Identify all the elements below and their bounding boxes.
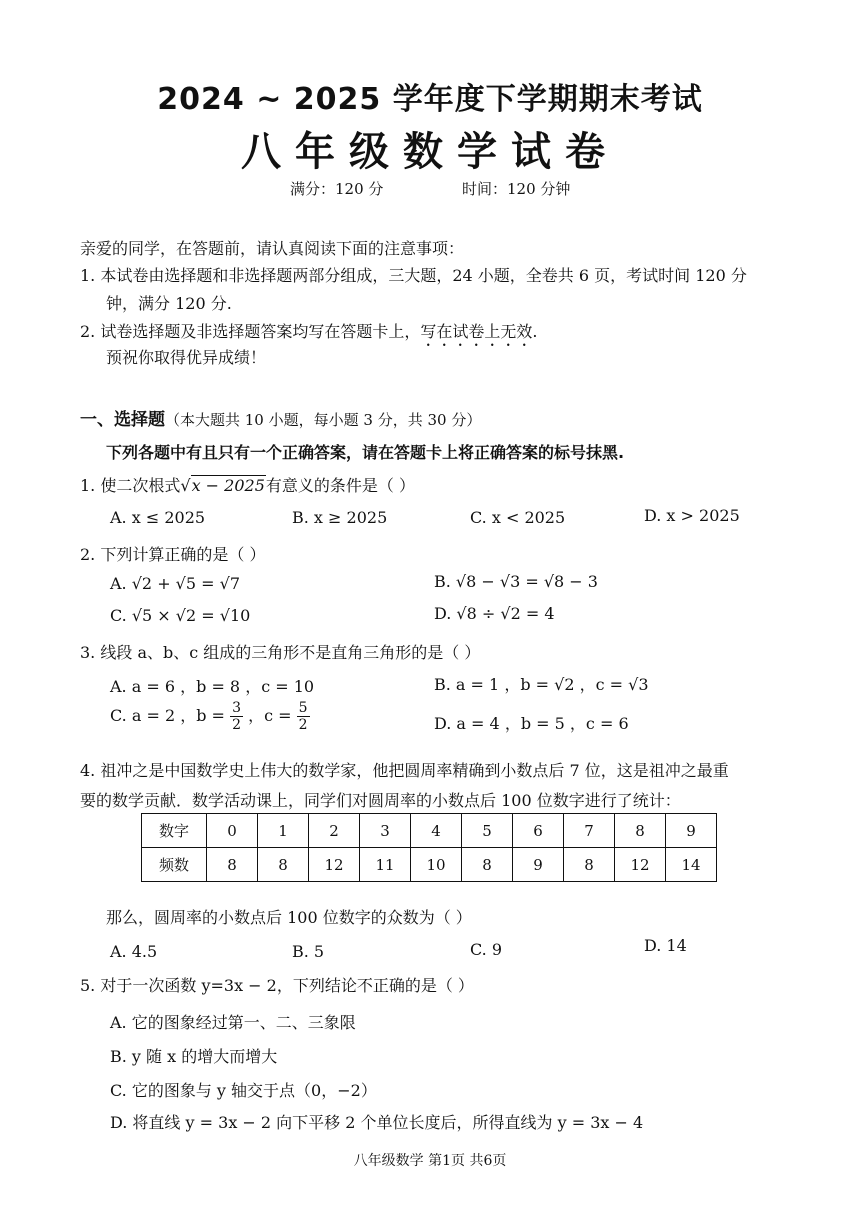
section-1-header — [80, 405, 481, 430]
section-1-instruction: 下列各题中有且只有一个正确答案，请在答题卡上将正确答案的标号抹黑. — [106, 443, 625, 462]
section-1-heading: 一、选择题 — [80, 410, 165, 430]
table-cell: 11 — [360, 848, 411, 882]
exam-title: 2024 ~ 2025 学年度下学期期末考试 — [157, 82, 703, 117]
page-footer: 八年级数学 第1页 共6页 — [353, 1153, 507, 1169]
table-cell: 12 — [309, 848, 360, 882]
table-cell: 1 — [258, 814, 309, 848]
table-cell: 9 — [513, 848, 564, 882]
q3-option-b: B. a = 1 ，b = √2 ，c = √3 — [434, 675, 649, 694]
q3-option-d: D. a = 4 ，b = 5 ，c = 6 — [434, 714, 629, 733]
question-4-prompt: 那么，圆周率的小数点后 100 位数字的众数为（ ） — [106, 908, 472, 927]
question-5: 5. 对于一次函数 y=3x − 2，下列结论不正确的是（ ） — [80, 976, 474, 995]
exam-subtitle: 八年级数学试卷 — [241, 128, 619, 175]
q2-option-b: B. √8 − √3 = √8 − 3 — [434, 572, 598, 591]
table-cell: 8 — [207, 848, 258, 882]
table-cell: 8 — [462, 848, 513, 882]
table-cell: 6 — [513, 814, 564, 848]
table-cell: 8 — [258, 848, 309, 882]
frequency-table — [141, 813, 717, 882]
notice-item-2-emphasis: 写在试卷上无效. — [420, 322, 538, 341]
fraction-denominator: 2 — [298, 717, 308, 733]
q4-option-b: B. 5 — [292, 942, 325, 961]
table-cell: 0 — [207, 814, 258, 848]
q4-option-d: D. 14 — [644, 936, 687, 955]
table-cell: 8 — [615, 814, 666, 848]
table-cell: 9 — [666, 814, 717, 848]
notice-wish: 预祝你取得优异成绩！ — [106, 348, 267, 367]
table-cell: 7 — [564, 814, 615, 848]
q1-text-pre: 1. 使二次根式 — [80, 476, 181, 495]
fraction-denominator: 2 — [232, 717, 241, 733]
q4-option-a: A. 4.5 — [110, 942, 158, 961]
fraction-3-over-2 — [230, 700, 243, 733]
q3-option-c — [110, 700, 310, 733]
q4-option-c: C. 9 — [470, 940, 503, 959]
fraction-numerator: 3 — [232, 700, 241, 716]
q2-option-a: A. √2 + √5 = √7 — [110, 574, 241, 593]
q5-option-a: A. 它的图象经过第一、二、三象限 — [110, 1013, 356, 1032]
table-cell: 14 — [666, 848, 717, 882]
q2-option-d: D. √8 ÷ √2 = 4 — [434, 604, 555, 623]
table-header-frequency: 频数 — [142, 848, 207, 882]
section-1-note: （本大题共 10 小题，每小题 3 分，共 30 分） — [165, 411, 482, 429]
table-cell: 3 — [360, 814, 411, 848]
table-row-frequency — [142, 848, 717, 882]
fraction-5-over-2 — [297, 700, 310, 733]
question-4-line-1: 4. 祖冲之是中国数学史上伟大的数学家，他把圆周率精确到小数点后 7 位，这是祖冲之最重 — [80, 761, 729, 780]
table-header-digit: 数字 — [142, 814, 207, 848]
table-cell: 5 — [462, 814, 513, 848]
q1-option-d: D. x > 2025 — [644, 506, 740, 525]
table-row-digits — [142, 814, 717, 848]
q5-option-d: D. 将直线 y = 3x − 2 向下平移 2 个单位长度后，所得直线为 y = 3x − 4 — [110, 1113, 644, 1132]
radical-sign: √ — [180, 476, 191, 495]
question-4-line-2: 要的数学贡献．数学活动课上，同学们对圆周率的小数点后 100 位数字进行了统计： — [80, 791, 681, 810]
q3-option-a: A. a = 6 ，b = 8 ，c = 10 — [110, 677, 315, 696]
q3-option-c-mid: ，c = — [248, 706, 292, 725]
table-cell: 12 — [615, 848, 666, 882]
q3-option-c-pre: C. a = 2 ，b = — [110, 706, 225, 725]
notice-intro: 亲爱的同学，在答题前，请认真阅读下面的注意事项： — [80, 239, 465, 258]
table-cell: 8 — [564, 848, 615, 882]
q1-option-b: B. x ≥ 2025 — [292, 508, 388, 527]
notice-item-2-text: 2. 试卷选择题及非选择题答案均写在答题卡上， — [80, 322, 421, 341]
q5-option-b: B. y 随 x 的增大而增大 — [110, 1047, 278, 1066]
full-score: 满分：120 分 — [290, 180, 384, 198]
q2-option-c: C. √5 × √2 = √10 — [110, 606, 251, 625]
table-cell: 10 — [411, 848, 462, 882]
q1-radicand: x − 2025 — [191, 476, 265, 495]
question-2: 2. 下列计算正确的是（ ） — [80, 545, 266, 564]
q1-option-c: C. x < 2025 — [470, 508, 566, 527]
fraction-numerator: 5 — [298, 700, 308, 716]
notice-item-1: 1. 本试卷由选择题和非选择题两部分组成，三大题，24 小题，全卷共 6 页，考试时间 120 分 — [80, 266, 747, 285]
exam-time: 时间：120 分钟 — [462, 180, 571, 198]
q5-option-c: C. 它的图象与 y 轴交于点（0，−2） — [110, 1081, 377, 1100]
notice-item-1-cont: 钟，满分 120 分. — [106, 294, 232, 313]
table-cell: 2 — [309, 814, 360, 848]
table-cell: 4 — [411, 814, 462, 848]
q1-text-post: 有意义的条件是（ ） — [265, 476, 415, 495]
question-3: 3. 线段 a、b、c 组成的三角形不是直角三角形的是（ ） — [80, 643, 481, 662]
question-1 — [80, 473, 415, 496]
q1-option-a: A. x ≤ 2025 — [110, 508, 206, 527]
